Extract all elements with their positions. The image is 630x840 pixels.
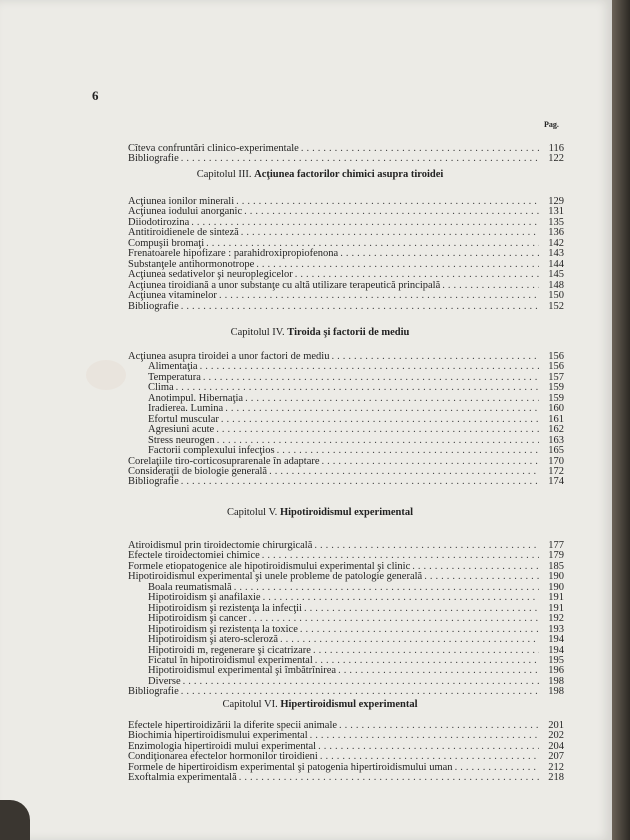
dot-leader	[295, 269, 539, 280]
toc-entry-title: Agresiuni acute	[148, 424, 215, 436]
dot-leader	[313, 645, 539, 656]
toc-entry-page: 129	[548, 196, 564, 207]
dot-leader	[424, 571, 539, 582]
dot-leader	[217, 435, 539, 446]
toc-entry-title: Compuşii bromaţi	[128, 237, 205, 249]
dot-leader	[310, 730, 539, 741]
toc-entry-title: Acţiunea vitaminelor	[128, 290, 217, 302]
toc-entry-page: 198	[548, 675, 564, 687]
dot-leader	[244, 206, 539, 217]
dot-leader	[322, 456, 539, 467]
toc-entry-title: Hipotiroidismul experimental şi îmbătrînirea	[148, 665, 337, 677]
chapter-heading	[100, 169, 540, 180]
dot-leader	[315, 655, 539, 666]
chapter-number: Capitolul V.	[226, 507, 280, 518]
page-edge	[612, 0, 630, 840]
dot-leader	[206, 238, 539, 249]
dot-leader	[249, 613, 539, 624]
toc-entry	[148, 372, 564, 383]
toc-entry-title: Hipotiroidism şi anafilaxie	[148, 592, 261, 604]
toc-entry	[148, 582, 564, 593]
toc-entry	[128, 466, 564, 477]
dot-leader	[338, 665, 539, 676]
dot-leader	[181, 476, 539, 487]
toc-entry-page: 156	[548, 351, 564, 362]
toc-entry	[128, 540, 564, 551]
toc-entry-title: Hipotiroidism şi rezistenţa la toxice	[148, 623, 298, 635]
toc-entry-title: Hipotiroidismul experimental şi unele probleme de patologie generală	[128, 571, 423, 583]
toc-entry	[148, 382, 564, 393]
dot-leader	[455, 762, 539, 773]
toc-entry	[128, 217, 564, 228]
dot-leader	[320, 751, 539, 762]
toc-entry-page: 157	[548, 371, 564, 383]
toc-entry-page: 122	[548, 153, 564, 165]
toc-entry-title: Bibliografie	[128, 686, 179, 698]
toc-entry-title: Corelaţiile tiro-corticosuprarenale în adaptare	[128, 455, 320, 467]
toc-entry	[148, 665, 564, 676]
toc-entry-page: 159	[548, 382, 564, 394]
toc-entry-page: 159	[548, 392, 564, 404]
toc-entry-title: Formele de hipertiroidism experimental şi patogenia hipertiroidismului uman	[128, 761, 453, 773]
toc-entry-title: Condiţionarea efectelor hormonilor tiroidieni	[128, 751, 318, 763]
toc-entry-page: 165	[548, 445, 564, 457]
toc-entry-title: Acţiunea iodului anorganic	[128, 206, 243, 218]
toc-entry-page: 162	[548, 424, 564, 436]
toc-entry-page: 218	[548, 772, 564, 784]
toc-entry	[128, 290, 564, 301]
toc-entry	[148, 445, 564, 456]
toc-entry-page: 172	[548, 465, 564, 477]
toc-entry-title: Consideraţii de biologie generală	[128, 465, 268, 477]
toc-entry-title: Bibliografie	[128, 300, 179, 312]
toc-entry	[148, 624, 564, 635]
toc-entry-page: 202	[548, 730, 564, 742]
toc-entry-title: Iradierea. Lumina	[148, 403, 224, 415]
toc-entry-title: Acţiunea sedativelor şi neuroplegicelor	[128, 269, 293, 281]
toc-entry	[128, 269, 564, 280]
toc-entry-page: 116	[548, 143, 564, 154]
toc-entry	[128, 456, 564, 467]
toc-entry-title: Efectele tiroidectomiei chimice	[128, 550, 260, 562]
toc-entry-page: 207	[548, 751, 564, 763]
dot-leader	[269, 466, 539, 477]
toc-entry-page: 177	[548, 540, 564, 551]
dot-leader	[221, 414, 539, 425]
toc-entry-title: Efortul muscular	[148, 413, 219, 425]
toc-entry	[128, 238, 564, 249]
chapter-heading	[100, 507, 540, 518]
toc-entry-title: Anotimpul. Hibernaţia	[148, 392, 244, 404]
toc-entry-page: 170	[548, 455, 564, 467]
toc-entry-title: Antitiroidienele de sinteză	[128, 227, 239, 239]
dot-leader	[339, 720, 539, 731]
toc-entry-title: Stress neurogen	[148, 434, 215, 446]
toc-entry-page: 201	[548, 720, 564, 731]
toc-entry	[128, 751, 564, 762]
chapter-number: Capitolul IV.	[230, 327, 288, 338]
toc-entry-page: 185	[548, 560, 564, 572]
chapter-title: Hipertiroidismul experimental	[280, 699, 418, 710]
dot-leader	[245, 393, 539, 404]
toc-entry	[148, 403, 564, 414]
dot-leader	[263, 592, 539, 603]
dot-leader	[280, 634, 539, 645]
toc-entry-page: 156	[548, 361, 564, 373]
dot-leader	[239, 772, 539, 783]
chapter-number: Capitolul VI.	[222, 699, 281, 710]
page-number: 6	[92, 88, 99, 103]
dot-leader	[191, 217, 539, 228]
toc-entry	[128, 227, 564, 238]
toc-entry-title: Exoftalmia experimentală	[128, 772, 237, 784]
toc-entry	[128, 730, 564, 741]
toc-entry-title: Clima	[148, 382, 174, 394]
toc-entry	[128, 153, 564, 164]
dot-leader	[301, 143, 539, 154]
toc-entry-page: 194	[548, 644, 564, 656]
dot-leader	[216, 424, 539, 435]
dot-leader	[200, 361, 539, 372]
pag-column-header: Pag.	[544, 120, 559, 129]
toc-entry	[128, 476, 564, 487]
toc-entry-page: 163	[548, 434, 564, 446]
toc-entry-title: Formele etiopatogenice ale hipotiroidismului experimental şi clinic	[128, 560, 411, 572]
dot-leader	[304, 603, 539, 614]
toc-entry-title: Biochimia hipertiroidismului experimental	[128, 730, 308, 742]
toc-entry	[148, 361, 564, 372]
dot-leader	[181, 153, 539, 164]
toc-entry-page: 198	[548, 686, 564, 698]
toc-entry-title: Hipotiroidi m, regenerare şi cicatrizare	[148, 644, 311, 656]
toc-entry-page: 193	[548, 623, 564, 635]
dot-leader	[331, 351, 539, 362]
toc-entry-title: Hipotiroidism şi cancer	[148, 613, 247, 625]
toc-entry-page: 143	[548, 248, 564, 260]
toc-entry	[148, 393, 564, 404]
dot-leader	[262, 550, 539, 561]
dot-leader	[181, 686, 539, 697]
chapter-number: Capitolul III.	[196, 169, 255, 180]
toc-entry-page: 136	[548, 227, 564, 239]
toc-entry	[128, 571, 564, 582]
toc-entry	[148, 592, 564, 603]
toc-entry-title: Cîteva confruntări clinico-experimentale	[128, 143, 299, 154]
toc-entry-page: 145	[548, 269, 564, 281]
toc-entry	[128, 550, 564, 561]
toc-entry-page: 148	[548, 279, 564, 291]
toc-entry	[148, 634, 564, 645]
dot-leader	[300, 624, 539, 635]
toc-entry-title: Acţiunea tiroidiană a unor substanţe cu altă utilizare terapeutică principală	[128, 279, 441, 291]
toc-entry-title: Hipotiroidism şi rezistenţa la infecţii	[148, 602, 302, 614]
toc-entry	[128, 206, 564, 217]
toc-entry	[148, 613, 564, 624]
toc-entry-title: Factorii complexului infecţios	[148, 445, 275, 457]
chapter-title: Tiroida şi factorii de mediu	[287, 327, 410, 338]
toc-entry-page: 142	[548, 237, 564, 249]
toc-entry-title: Atiroidismul prin tiroidectomie chirurgicală	[128, 540, 313, 551]
chapter-title: Hipotiroidismul experimental	[279, 507, 414, 518]
dot-leader	[241, 227, 539, 238]
toc-entry	[128, 280, 564, 291]
toc-entry-page: 131	[548, 206, 564, 218]
toc-entry	[128, 248, 564, 259]
toc-entry	[128, 351, 564, 362]
toc-entry-page: 212	[548, 761, 564, 773]
toc-entry-title: Bibliografie	[128, 153, 179, 165]
toc-entry-title: Bibliografie	[128, 476, 179, 488]
dot-leader	[442, 280, 539, 291]
toc-entry-page: 160	[548, 403, 564, 415]
toc-entry-title: Acţiunea ionilor minerali	[128, 196, 235, 207]
toc-entry-page: 192	[548, 613, 564, 625]
dot-leader	[236, 196, 539, 207]
dot-leader	[181, 301, 539, 312]
toc-entry-title: Enzimologia hipertiroidi mului experimental	[128, 740, 317, 752]
toc-entry	[128, 741, 564, 752]
toc-entry-title: Hipotiroidism şi atero-scleroză	[148, 634, 279, 646]
toc-entry	[148, 435, 564, 446]
toc-entry	[148, 424, 564, 435]
toc-entry-title: Alimentaţia	[148, 361, 198, 373]
toc-entry-page: 190	[548, 581, 564, 593]
toc-entry	[128, 259, 564, 270]
toc-entry-title: Frenatoarele hipofizare : parahidroxipropiofenona	[128, 248, 339, 260]
toc-entry	[128, 720, 564, 731]
dot-leader	[225, 403, 539, 414]
toc-entry-page: 150	[548, 290, 564, 302]
chapter-heading	[100, 699, 540, 710]
dot-leader	[234, 582, 539, 593]
toc-entry-page: 204	[548, 740, 564, 752]
toc-entry-page: 195	[548, 654, 564, 666]
toc-entry-title: Diverse	[148, 675, 181, 687]
toc-entry	[128, 301, 564, 312]
toc-entry	[128, 772, 564, 783]
toc-entry-page: 152	[548, 300, 564, 312]
toc-entry-page: 135	[548, 216, 564, 228]
toc-entry-page: 174	[548, 476, 564, 488]
toc-entry	[128, 561, 564, 572]
toc-entry	[128, 686, 564, 697]
chapter-title: Acţiunea factorilor chimici asupra tiroidei	[254, 169, 444, 180]
toc-entry-title: Ficatul în hipotiroidismul experimental	[148, 654, 313, 666]
toc-entry-title: Temperatura	[148, 371, 201, 383]
toc-entry-title: Substanţele antihormonotrope	[128, 258, 255, 270]
toc-entry-page: 179	[548, 550, 564, 562]
toc-entry	[148, 645, 564, 656]
toc-entry-title: Efectele hipertiroidizării la diferite specii animale	[128, 720, 338, 731]
toc-entry-page: 191	[548, 602, 564, 614]
dot-leader	[256, 259, 539, 270]
chapter-heading	[100, 327, 540, 338]
dot-leader	[318, 741, 539, 752]
toc-entry-page: 191	[548, 592, 564, 604]
dot-leader	[203, 372, 539, 383]
dot-leader	[183, 676, 539, 687]
dot-leader	[277, 445, 539, 456]
toc-entry-page: 196	[548, 665, 564, 677]
toc-entry-page: 144	[548, 258, 564, 270]
toc-entry	[128, 143, 564, 154]
dot-leader	[412, 561, 539, 572]
dot-leader	[314, 540, 539, 551]
toc-entry	[128, 196, 564, 207]
toc-entry	[148, 414, 564, 425]
toc-entry-title: Boala reumatismală	[148, 581, 232, 593]
toc-entry-page: 161	[548, 413, 564, 425]
toc-entry-title: Diiodotirozina	[128, 216, 190, 228]
toc-entry	[128, 762, 564, 773]
toc-entry	[148, 603, 564, 614]
toc-entry	[148, 655, 564, 666]
dot-leader	[219, 290, 539, 301]
toc-entry-page: 194	[548, 634, 564, 646]
dot-leader	[340, 248, 539, 259]
dot-leader	[176, 382, 539, 393]
toc-entry-page: 190	[548, 571, 564, 583]
toc-entry	[148, 676, 564, 687]
toc-entry-title: Acţiunea asupra tiroidei a unor factori de mediu	[128, 351, 330, 362]
